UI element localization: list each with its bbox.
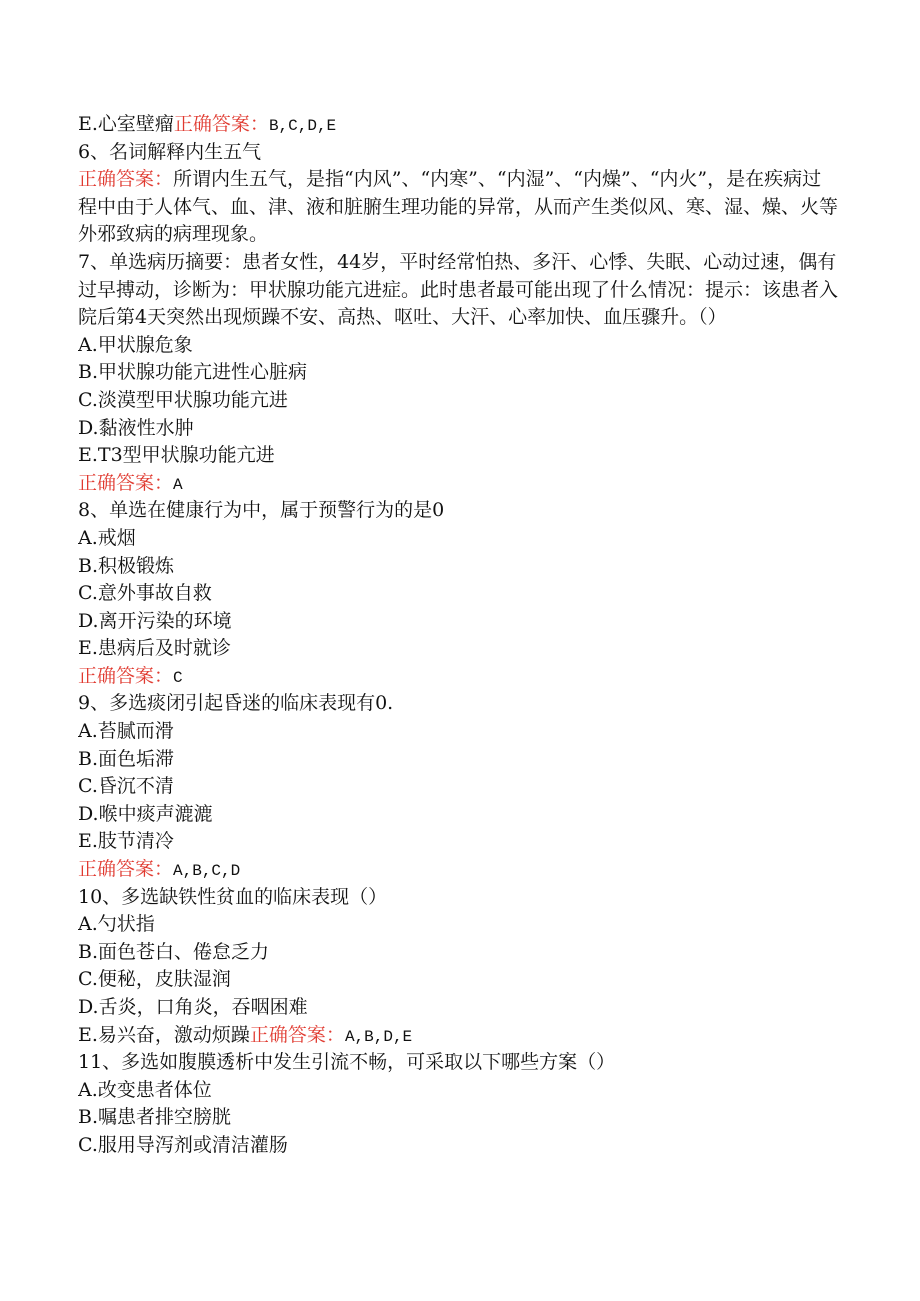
q10-option-e: E.易兴奋，激动烦躁 [78, 1023, 250, 1046]
q9-option-e: E.肢节清冷 [78, 830, 174, 853]
q11-option-a: A.改变患者体位 [78, 1078, 212, 1101]
q6-answer [78, 166, 838, 249]
q10-option-e-line [78, 1022, 838, 1050]
q9-answer-value: A,B,C,D [173, 862, 241, 881]
q8-title: 8、单选在健康行为中，属于预警行为的是0 [78, 499, 445, 522]
q7-answer-value: A [173, 475, 183, 494]
q6-answer-text: 所谓内生五气，是指“内风”、“内寒”、“内湿”、“内燥”、“内火”，是在疾病过程中由于人体气、血、津、液和脏腑生理功能的异常，从而产生类似风、寒、湿、燥、火等外邪致病的病理现象。 [78, 168, 839, 246]
q5-option-e: E.心室壁瘤 [78, 113, 174, 135]
q6-title: 6、名词解释内生五气 [78, 140, 262, 163]
q8-option-a: A.戒烟 [78, 526, 136, 549]
q10-title: 10、多选缺铁性贫血的临床表现（） [78, 885, 388, 908]
document-page [78, 111, 838, 1160]
q7-answer-label: 正确答案： [78, 471, 174, 494]
q11-option-b: B.嘱患者排空膀胱 [78, 1106, 232, 1129]
q8-option-e: E.患病后及时就诊 [78, 637, 231, 660]
q9-option-c: C.昏沉不清 [78, 775, 174, 798]
q5-answer-label: 正确答案： [173, 113, 269, 135]
q8-option-c: C.意外事故自救 [78, 582, 212, 605]
q8-option-b: B.积极锻炼 [78, 554, 175, 577]
q8-option-d: D.离开污染的环境 [78, 609, 232, 632]
q10-option-c: C.便秘，皮肤湿润 [78, 968, 231, 991]
q7-option-d: D.黏液性水肿 [78, 416, 194, 439]
q10-option-a: A.勺状指 [78, 913, 155, 936]
q8-answer [78, 663, 838, 691]
q7-option-b: B.甲状腺功能亢进性心脏病 [78, 361, 308, 384]
q9-option-d: D.喉中痰声漉漉 [78, 802, 213, 825]
q7-option-e: E.T3型甲状腺功能亢进 [78, 444, 275, 467]
q8-answer-label: 正确答案： [78, 664, 174, 687]
q8-answer-value: C [173, 668, 183, 687]
q5-answer-value: B,C,D,E [268, 117, 337, 135]
q9-answer-label: 正确答案： [78, 858, 174, 881]
q9-title: 9、多选痰闭引起昏迷的临床表现有0. [78, 692, 394, 715]
q5-option-e-line [78, 111, 838, 139]
q10-answer-label: 正确答案： [249, 1023, 345, 1046]
q7-answer [78, 470, 838, 498]
q10-answer-value: A,B,D,E [344, 1027, 413, 1046]
q7-question: 7、单选病历摘要：患者女性，44岁，平时经常怕热、多汗、心悸、失眠、心动过速，偶有过早搏动，诊断为：甲状腺功能亢进症。此时患者最可能出现了什么情况：提示：该患者入院后第4天突然出现烦躁不安、高热、呕吐、大汗、心率加快、血压骤升。（） [78, 250, 839, 329]
q11-title: 11、多选如腹膜透析中发生引流不畅，可采取以下哪些方案（） [78, 1051, 616, 1074]
q7-option-c: C.淡漠型甲状腺功能亢进 [78, 388, 288, 411]
q9-answer [78, 856, 838, 884]
q6-answer-label: 正确答案： [78, 168, 174, 191]
q10-option-b: B.面色苍白、倦怠乏力 [78, 940, 270, 963]
q7-option-a: A.甲状腺危象 [78, 333, 193, 356]
q9-option-b: B.面色垢滞 [78, 747, 175, 770]
q11-option-c: C.服用导泻剂或清洁灌肠 [78, 1133, 288, 1156]
q10-option-d: D.舌炎，口角炎，吞咽困难 [78, 996, 308, 1018]
q9-option-a: A.苔腻而滑 [78, 720, 174, 743]
